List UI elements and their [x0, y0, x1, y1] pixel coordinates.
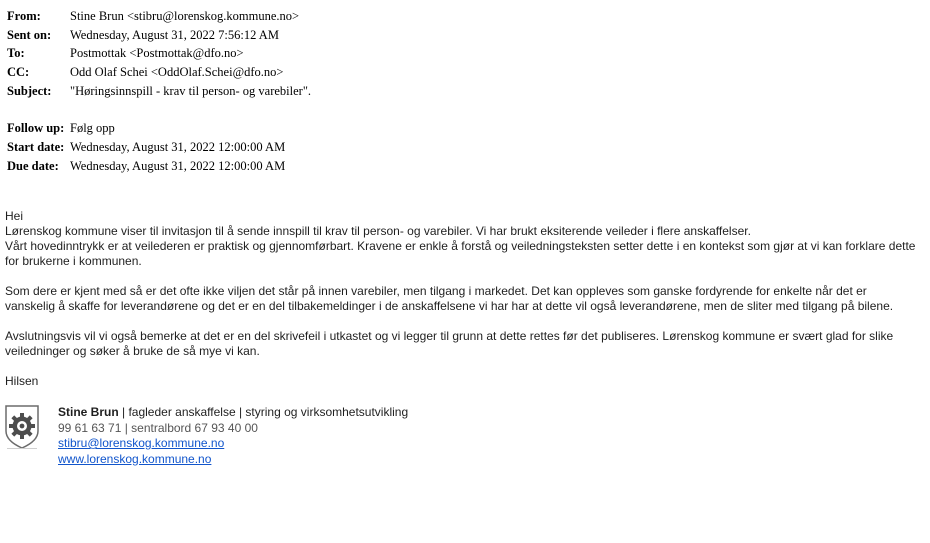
- signature-text: [58, 405, 408, 467]
- body-paragraph-2: Som dere er kjent med så er det ofte ikke viljen det står på innen varebiler, men tilgang i markedet. Det kan oppleves som ganske fordyrende for enkelte når det er vanskelig å skaffe for leverandørene og det er en del tilbakemeldinger i de anskaffelsene vi har har at dette vil også leverandørene, men de sliter med tilgang på bilene.: [5, 284, 894, 313]
- subject-label: Subject:: [7, 83, 52, 98]
- greeting: Hei: [5, 209, 24, 223]
- from-label: From:: [7, 9, 41, 23]
- cc-label: CC:: [7, 65, 30, 80]
- signature-name-line: [58, 405, 408, 421]
- signature-title: | fagleder anskaffelse | styring og virksomhetsutvikling: [118, 405, 409, 419]
- to-label: To:: [7, 46, 25, 61]
- sent-value: Wednesday, August 31, 2022 7:56:12 AM: [70, 27, 279, 42]
- municipality-crest-icon: [5, 405, 39, 449]
- start-date-value: Wednesday, August 31, 2022 12:00:00 AM: [70, 139, 286, 154]
- from-value: Stine Brun <stibru@lorenskog.kommune.no>: [70, 9, 300, 23]
- due-date-value: Wednesday, August 31, 2022 12:00:00 AM: [70, 158, 286, 173]
- signature-website-link[interactable]: www.lorenskog.kommune.no: [58, 451, 212, 466]
- due-date-label: Due date:: [7, 158, 59, 173]
- email-body: [5, 209, 920, 404]
- sent-label: Sent on:: [7, 27, 52, 42]
- body-paragraph-3: Avslutningsvis vil vi også bemerke at det er en del skrivefeil i utkastet og vi legger til grunn at dette rettes før det publiseres. Lørenskog kommune er svært glad for slike veiledninger og søker å bruke de så mye vi kan.: [5, 329, 894, 358]
- closing: Hilsen: [5, 374, 39, 388]
- greeting-paragraph: [5, 209, 920, 269]
- followup-value: Følg opp: [70, 121, 115, 136]
- body-line-2: Vårt hovedinntrykk er at veilederen er praktisk og gjennomførbart. Kravene er enkle å forstå og veiledningsteksten setter dette i en kontekst som gjør at vi kan forklare dette for brukerne i kommunen.: [5, 239, 916, 268]
- start-date-label: Start date:: [7, 139, 65, 154]
- body-line-1: Lørenskog kommune viser til invitasjon til å sende innspill til krav til person- og varebiler. Vi har brukt eksiterende veileder i flere anskaffelser.: [5, 224, 751, 238]
- to-value: Postmottak <Postmottak@dfo.no>: [70, 46, 244, 61]
- signature-name: Stine Brun: [58, 405, 119, 419]
- subject-value: "Høringsinnspill - krav til person- og varebiler".: [70, 83, 312, 98]
- cc-value: Odd Olaf Schei <OddOlaf.Schei@dfo.no>: [70, 65, 284, 80]
- signature-phone: 99 61 63 71 | sentralbord 67 93 40 00: [58, 420, 258, 435]
- followup-label: Follow up:: [7, 121, 65, 136]
- signature-email-link[interactable]: stibru@lorenskog.kommune.no: [58, 436, 225, 450]
